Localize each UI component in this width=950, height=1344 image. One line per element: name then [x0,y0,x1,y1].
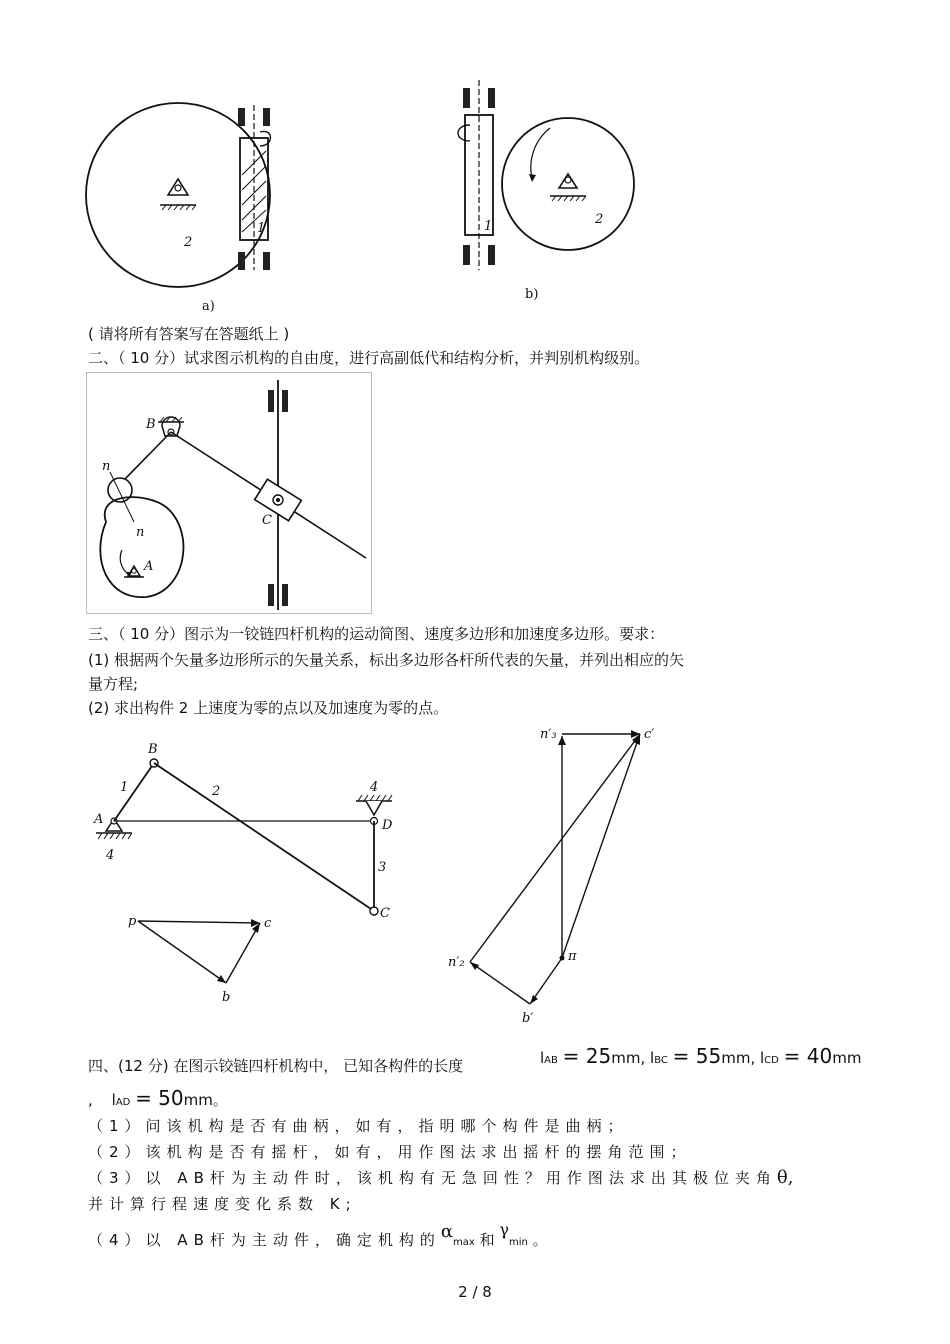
q4-item4a: （4）以 AB杆为主动件，确定机构的 [88,1231,441,1249]
l-ab-value: = 25 [562,1044,612,1068]
q3-label-four-d: 4 [370,780,379,795]
l-bc-symbol: l [650,1049,655,1067]
acc-label-b: b′ [522,1011,534,1026]
l-ad-symbol: l [111,1091,116,1109]
q2-mechanism-figure [86,372,372,614]
end-mark: 。 [532,1231,548,1249]
q2-label-c: C [262,513,272,528]
l-cd-value: = 40 [783,1044,833,1068]
l-ab-symbol: l [540,1049,545,1067]
q3-label-c: C [380,906,390,921]
alpha-symbol: α [440,1221,454,1242]
vel-label-p: p [128,914,137,929]
gamma-symbol: γ [499,1220,509,1239]
gear-label-a: 2 [184,235,193,250]
worm-gear-figure [80,70,680,320]
q3-label-two: 2 [212,784,221,799]
q4-item3-line [88,1168,793,1188]
acc-label-pi: π [568,949,577,964]
q3-label-three: 3 [378,860,387,875]
unit-3: mm [832,1049,862,1067]
q4-ad-line [88,1088,228,1113]
q2-label-b: B [146,417,156,432]
caption-b: b) [525,287,539,302]
gamma-sub: min [508,1237,528,1248]
page-number: 2 / 8 [458,1283,492,1301]
q3-label-d: D [382,818,393,833]
unit-1: mm, [611,1049,646,1067]
vel-label-c: c [264,916,272,931]
l-bc-value: = 55 [672,1044,722,1068]
q2-text: 二、（ 10 分）试求图示机构的自由度，进行高副低代和结构分析，并判别机构级别。 [88,349,650,367]
worm-label-b: 1 [484,219,493,234]
q3-label-one: 1 [120,780,129,795]
q3-item1b: 量方程; [88,675,139,693]
q3-intro: 三、（ 10 分）图示为一铰链四杆机构的运动简图、速度多边形和加速度多边形。要求： [88,625,665,643]
q3-item2: (2) 求出构件 2 上速度为零的点以及加速度为零的点。 [88,699,449,717]
l-ad-sub: AD [115,1097,131,1108]
q4-item2: （2）该机构是否有摇杆，如有，用作图法求出摇杆的摆角范围； [88,1143,692,1161]
q2-label-a: A [144,559,154,574]
q3-item1a: (1) 根据两个矢量多边形所示的矢量关系，标出多边形各杆所代表的矢量，并列出相应的矢 [88,651,685,669]
q4-lengths [540,1046,861,1071]
q2-label-n1: n [102,459,111,474]
acc-label-n3: n′₃ [540,727,557,742]
acc-label-c: c′ [644,727,655,742]
he-text: 和 [479,1231,495,1249]
q4-intro: 四、(12 分) 在图示铰链四杆机构中， 已知各构件的长度 [88,1057,464,1075]
l-ad-value: = 50 [135,1086,184,1110]
q3-label-a: A [94,812,104,827]
q4-item3b: 并计算行程速度变化系数 K; [88,1195,357,1213]
q3-acceleration-polygon [440,722,670,1027]
q4-item3a: （3）以 AB杆为主动件时，该机构有无急回性？用作图法求出其极位夹角 [88,1169,777,1187]
q4-item1: （1）问该机构是否有曲柄，如有，指明哪个构件是曲柄； [88,1117,629,1135]
worm-label-a: 1 [257,221,266,236]
q2-label-n2: n [136,525,145,540]
unit-2: mm, [721,1049,756,1067]
comma: , [88,1091,93,1109]
q4-item4-line [88,1220,548,1253]
l-cd-symbol: l [760,1049,765,1067]
answer-note: ( 请将所有答案写在答题纸上 ) [88,325,290,343]
caption-a: a) [202,299,215,314]
acc-label-n2: n′₂ [448,955,465,970]
vel-label-b: b [222,990,231,1005]
gear-label-b: 2 [595,212,604,227]
l-bc-sub: BC [654,1055,668,1066]
q3-label-b: B [148,742,158,757]
l-cd-sub: CD [764,1055,779,1066]
theta-symbol: θ, [776,1167,794,1188]
q3-label-four-a: 4 [106,848,115,863]
unit-4: mm。 [183,1091,228,1109]
l-ab-sub: AB [544,1055,558,1066]
alpha-sub: max [453,1237,475,1248]
q3-four-bar-figure [86,735,416,1010]
